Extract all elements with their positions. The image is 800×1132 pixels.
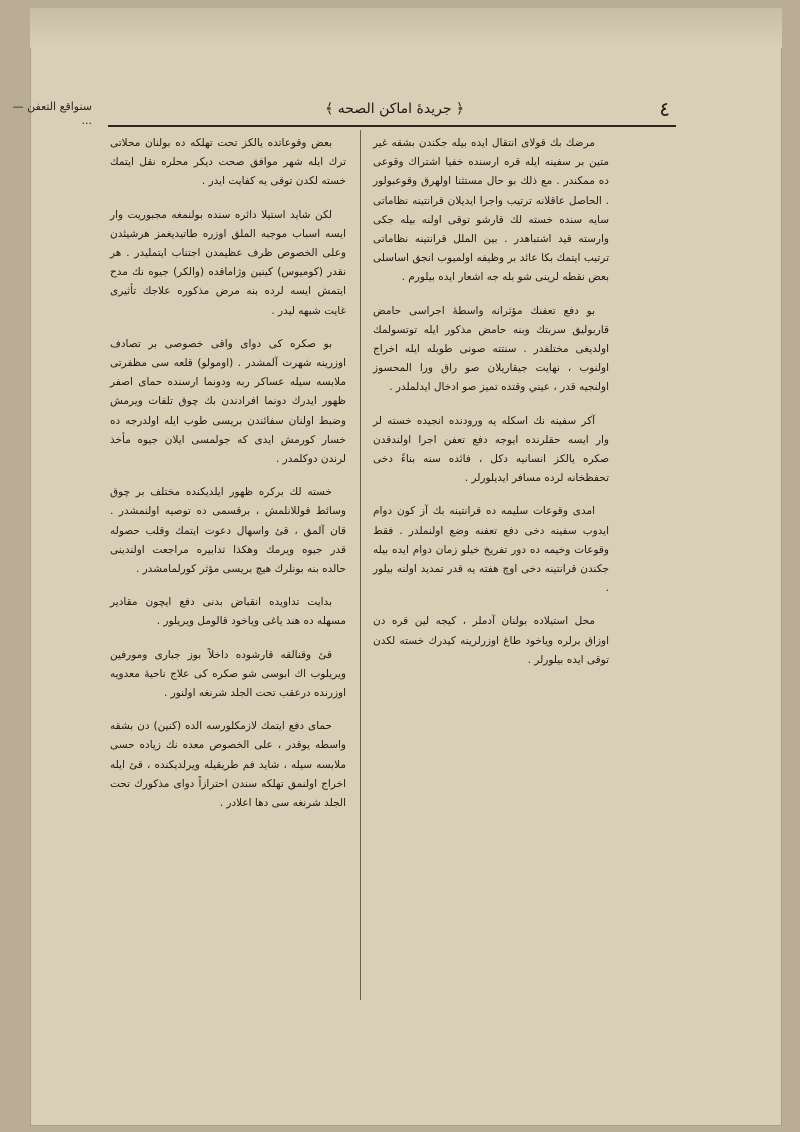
paragraph: لكن شايد استيلا دائره سنده بولنمغه مجبوريت وار ايسه اسباب موجبه الملق اوزره طاتيديغمز هرشيئدن وعلى الخصوص ظرف عظيمدن اجتناب ايتمليدر . هر نقدر (كوميوس) كينين وژاماقده (والكر) جيوه نك مدح ايتمش ايسه لرده بنه مرض مذكوره علاجك تأثيرى غايت شبهه ليدر . [110, 208, 346, 317]
paragraph: بدايت تداويده انقباض بدنى دفع ايچون مقادير مسهله ده هند ياغى وياخود قالومل ويريلور . [110, 596, 346, 628]
page-top-edge [30, 8, 782, 48]
paragraph: محل استيلاده بولنان آدملر ، كيجه لين قره دن اوزاق برلره وياخود طاغ اوزرلرينه كيدرك خسته لكدن توقى ايده بيلورلر . [373, 615, 609, 666]
left-column [110, 134, 346, 827]
column-divider [360, 130, 361, 1000]
paragraph: حماى دفع ايتمك لازمكلورسه الده (كنين) دن بشقه واسطه يوقدر ، على الخصوص معده نك زياده حسى ملابسه سيله ، شايد فم طريقيله ويرلديكنده ، قئ ايله اخراج اولنمق تهلكه سندن احترازاً دواى مذكورك تحت الجلد شرنغه سى دها اعلادر . [110, 720, 346, 810]
margin-annotation: سنواقع التعفن — ... [12, 100, 92, 127]
paragraph: بعض وقوعاتده يالكز تحت تهلكه ده بولنان محلاتى ترك ايله شهر موافق صحت ديكر محلره نقل ايتمك خسته لكدن توقى يه كفايت ايدر . [110, 137, 346, 188]
paragraph: مرضك بك قولاى انتقال ايده بيله جكندن بشقه غير متين بر سفينه ايله قره ارسنده خفيا اشتراك وقوعى ده ممكندر . مع ذلك بو حال مستثنا اولهرق وقوعبولور . الحاصل عاقلانه ترتيب واجرا ايديلان قرانتينه نظاماتى سايه سنده خسته لك قارشو توقى اولنه بيله جكى وارسته قيد اشتباهدر . بين الملل قرانتينه نظاماتى ترتيب ايتمك بكا عائد بر وظيفه اولميوب انجق اساسلى بعض نقطه لرينى شو بله جه اشعار ايده بيلورم . [373, 137, 609, 284]
right-column [373, 134, 609, 684]
paragraph: بو دفع تعفنك مؤثرانه واسطهٔ اجراسى حامض قاربوليق سربتك وبنه حامض مذكور ايله توتسولمك اولديغى مختلفدر . سنتته صونى طوبله ايله اخراج اولنوب ، نهايت جيقاريلان صو راق ورا المحسوز اولنجيه قدر ، عيني وقتده تميز صو ادخال ايدلملدر . [373, 304, 609, 394]
journal-title: ﴿ جريدهٔ اماكن الصحه ﴾ [325, 101, 465, 117]
paragraph: بو صكره كى دواى واقى خصوصى بر تصادف اوزرينه شهرت آلمشدر . (اومولو) قلعه سى مظفرتى ملابسه سيله عساكر ربه ودونما ارسنده حماى اصفر ظهور ايدرك دونما افرادندن بك چوق تلفات ويرمش وضبط اولنان سفائندن بريسى طوب ايله اولدرجه ده خسار كورمش ايدى كه جولمسى ايلان جيوه مأخذ لرندن دوكلمدر . [110, 337, 346, 466]
paragraph: امدى وقوعات سليمه ده قرانتينه بك آز كون دوام ايدوب سفينه دخى دفع تعفنه وضع اولنملدر . فقط وقوعات وخيمه ده دور تفريخ خيلو زمان دوام ايده بيله جكندن قرانتينه دخى اوچ هفته يه قدر تمديد اولنه بيلور . [373, 505, 609, 595]
paragraph: قئ وقنالقه قارشوده داخلاً بوز جبارى ومورفين ويريلوب اك ابوسى شو صكره كى علاج ناحيهٔ معدويه اوزرنده درعقب تحت الجلد شرنغه اولنور . [110, 648, 346, 700]
page-number: ٤ [659, 97, 670, 121]
paragraph: خسته لك بركره ظهور ايلديكنده مختلف بر چوق وسائط قوللانلمش ، برقسمى ده توصيه اولنمشدر . قان آلمق ، قئ واسهال دعوت ايتمك وقلب حصوله قدر جيوه ويرمك وهكذا تدابيره مراجعت اولندينى حالده بنه بونلرك هيچ بريسى مؤثر كورلمامشدر . [110, 486, 346, 576]
header-rule [108, 125, 676, 127]
paragraph: آكر سفينه نك اسكله يه ورودنده انجيده خسته لر وار ايسه حقلرنده ايوجه دفع تعفن اجرا اولندقدن صكره يالكز انسانيه دكل ، فائده سنه بناءً دخى تحفظخانه لرده مسافر ايديلورلر . [373, 414, 609, 485]
page-header [110, 96, 670, 122]
